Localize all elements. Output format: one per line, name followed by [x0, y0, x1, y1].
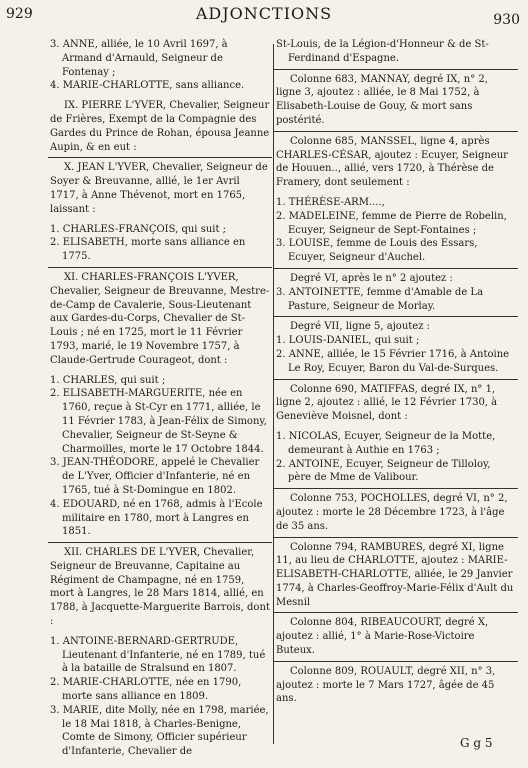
entry-paragraph: IX. PIERRE L'YVER, Chevalier, Seigneur de Frières, Exempt de la Compagnie des Gardes du Prince de Rohan, épousa Jeanne Aupin, & en eut : [50, 100, 270, 153]
section-rule [48, 267, 272, 268]
enumerated-item: 3. LOUISE, femme de Louis des Essars, Ecuyer, Seigneur d'Auchel. [276, 238, 478, 264]
enumerated-item: 3. MARIE, dite Molly, née en 1798, mariée, le 18 Mai 1818, à Charles-Benigne, Comte de Simony, Officier supérieur d'Infanterie, Chevalier de [50, 704, 269, 758]
enumerated-item: 2. ELISABETH, morte sans alliance en 1775. [50, 237, 246, 263]
left-column [50, 38, 270, 759]
enumerated-item: 2. MADELEINE, femme de Pierre de Robelin, Ecuyer, Seigneur de Sept-Fontaines ; [276, 210, 507, 236]
enumerated-item: 1. LOUIS-DANIEL, qui suit ; [276, 335, 420, 347]
signature-mark: G g 5 [460, 736, 493, 750]
enumerated-item: 1. ANTOINE-BERNARD-GERTRUDE, Lieutenant d'Infanterie, né en 1789, tué à la bataille de Stralsund en 1807. [50, 635, 266, 675]
entry-paragraph: X. JEAN L'YVER, Chevalier, Seigneur de Soyer & Breuvanne, allié, le 1er Avril 1717, à Anne Thévenot, mort en 1765, laissant : [50, 162, 268, 215]
page-header [0, 4, 528, 28]
enumerated-item: 1. CHARLES-FRANÇOIS, qui suit ; [50, 223, 227, 235]
entry-paragraph: Colonne 804, RIBEAUCOURT, degré X, ajoutez : allié, 1° à Marie-Rose-Victoire Buteux. [276, 617, 489, 657]
enumerated-item: 1. CHARLES, qui suit ; [50, 374, 166, 386]
page-number-right: 930 [493, 12, 520, 28]
section-rule [274, 131, 518, 132]
entry-paragraph: Colonne 753, POCHOLLES, degré VI, n° 2, ajoutez : morte le 28 Décembre 1723, à l'âge de 35 ans. [276, 493, 508, 532]
enumerated-item: 3. JEAN-THÉODORE, appelé le Chevalier de L'Yver, Officier d'Infanterie, né en 1765, tué à St-Domingue en 1802. [50, 457, 260, 496]
page-number-left: 929 [6, 6, 33, 22]
section-rule [274, 316, 518, 317]
section-rule [274, 69, 518, 70]
entry-paragraph: XII. CHARLES DE L'YVER, Chevalier, Seigneur de Breuvanne, Capitaine au Régiment de Champagne, né en 1759, mort à Langres, le 28 Mars 1814, allié, en 1788, à Jacquette-Marguerite Barrois, dont : [50, 547, 270, 628]
section-rule [274, 612, 518, 613]
section-rule [274, 661, 518, 662]
section-rule [274, 379, 518, 380]
entry-paragraph: Degré VII, ligne 5, ajoutez : [290, 321, 431, 333]
enumerated-item: 2. ANTOINE, Ecuyer, Seigneur de Tilloloy, père de Mme de Valibour. [276, 458, 491, 484]
enumerated-item: 2. ANNE, alliée, le 15 Février 1716, à Antoine Le Roy, Ecuyer, Baron du Val-de-Surques. [276, 348, 510, 374]
entry-paragraph: Colonne 685, MANSSEL, ligne 4, après CHARLES-CÉSAR, ajoutez : Ecuyer, Seigneur de Houuen.., allié, vers 1720, à Thérèse de Framery, dont seulement : [276, 135, 508, 189]
enumerated-item: 4. EDOUARD, né en 1768, admis à l'Ecole militaire en 1780, mort à Langres en 1851. [50, 498, 263, 538]
enumerated-item: St-Louis, de la Légion-d'Honneur & de St-Ferdinand d'Espagne. [276, 39, 489, 64]
section-rule [48, 157, 272, 158]
section-rule [274, 268, 518, 269]
entry-paragraph: Colonne 683, MANNAY, degré IX, n° 2, ligne 3, ajoutez : alliée, le 8 Mai 1752, à Elisabeth-Louise de Gouy, & mort sans postérité. [276, 73, 488, 126]
enumerated-item: 4. MARIE-CHARLOTTE, sans alliance. [50, 80, 245, 92]
enumerated-item: 2. ELISABETH-MARGUERITE, née en 1760, reçue à St-Cyr en 1771, alliée, le 11 Février 1783, à Jean-Félix de Simony, Chevalier, Seigneur de St-Seyne & Charmoilles, morte le 17 Octobre 1844. [50, 388, 267, 455]
enumerated-item: 3. ANTOINETTE, femme d'Amable de La Pasture, Seigneur de Morlay. [276, 286, 484, 312]
section-rule [274, 488, 518, 489]
entry-paragraph: XI. CHARLES-FRANÇOIS L'YVER, Chevalier, Seigneur de Breuvanne, Mestre-de-Camp de Cavalerie, Sous-Lieutenant aux Gardes-du-Corps, Chevalier de St-Louis ; né en 1725, mort le 11 Février 1793, marié, le 19 Novembre 1757, à Claude-Gertrude Courageot, dont : [50, 271, 270, 366]
entry-paragraph: Colonne 809, ROUAULT, degré XII, n° 3, ajoutez : morte le 7 Mars 1727, âgée de 45 ans. [276, 665, 496, 705]
enumerated-item: 1. NICOLAS, Ecuyer, Seigneur de la Motte, demeurant à Authie en 1763 ; [276, 430, 496, 456]
column-divider [273, 44, 274, 744]
page-title: ADJONCTIONS [195, 4, 333, 23]
entry-paragraph: Colonne 690, MATIFFAS, degré IX, n° 1, ligne 2, ajoutez : allié, le 12 Février 1730, à Geneviève Moisnel, dont : [276, 383, 498, 423]
enumerated-item: 3. ANNE, alliée, le 10 Avril 1697, à Armand d'Arnauld, Seigneur de Fontenay ; [50, 39, 228, 78]
section-rule [48, 542, 272, 543]
entry-paragraph: Degré VI, après le n° 2 ajoutez : [290, 272, 453, 284]
right-column [276, 38, 516, 706]
section-rule [274, 537, 518, 538]
enumerated-item: 1. THÉRÈSE-ARM...., [276, 196, 385, 208]
enumerated-item: 2. MARIE-CHARLOTTE, née en 1790, morte sans alliance en 1809. [50, 677, 242, 703]
entry-paragraph: Colonne 794, RAMBURES, degré XI, ligne 11, au lieu de CHARLOTTE, ajoutez : MARIE-ELISABETH-CHARLOTTE, alliée, le 29 Janvier 1774, à Charles-Geoffroy-Marie-Félix d'Ault du Mesnil [276, 541, 514, 608]
